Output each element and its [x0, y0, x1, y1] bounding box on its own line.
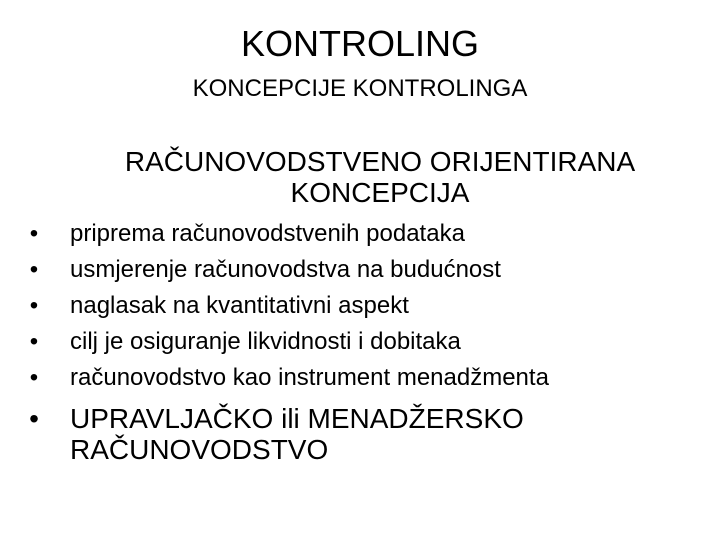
final-bullet-line-2: RAČUNOVODSTVO — [70, 434, 329, 465]
final-bullet-line-1: UPRAVLJAČKO ili MENADŽERSKO — [70, 403, 524, 434]
section-heading-line-2: KONCEPCIJA — [290, 177, 470, 208]
bullet-dot-icon: • — [29, 328, 39, 355]
list-item-text: računovodstvo kao instrument menadžmenta — [70, 364, 549, 391]
list-item-text: priprema računovodstvenih podataka — [70, 220, 465, 247]
list-item-text: cilj je osiguranje likvidnosti i dobitaka — [70, 328, 461, 355]
bullet-dot-icon: • — [29, 220, 39, 247]
slide-title: KONTROLING — [240, 23, 480, 64]
bullet-dot-icon: • — [29, 292, 39, 319]
list-item — [24, 216, 714, 252]
slide-subtitle: KONCEPCIJE KONTROLINGA — [192, 75, 528, 102]
list-item — [24, 288, 714, 324]
final-bullet-list — [24, 403, 714, 465]
list-item — [24, 252, 714, 288]
list-item-text: usmjerenje računovodstva na budućnost — [70, 256, 501, 283]
bullet-dot-icon: • — [29, 364, 39, 391]
section-heading-line-1: RAČUNOVODSTVENO ORIJENTIRANA — [124, 146, 636, 177]
list-item — [24, 403, 714, 465]
list-item — [24, 360, 714, 396]
list-item — [24, 324, 714, 360]
section-heading — [40, 146, 720, 208]
bullet-list — [24, 216, 714, 396]
list-item-text: naglasak na kvantitativni aspekt — [70, 292, 409, 319]
bullet-dot-icon: • — [29, 403, 39, 434]
bullet-dot-icon: • — [29, 256, 39, 283]
